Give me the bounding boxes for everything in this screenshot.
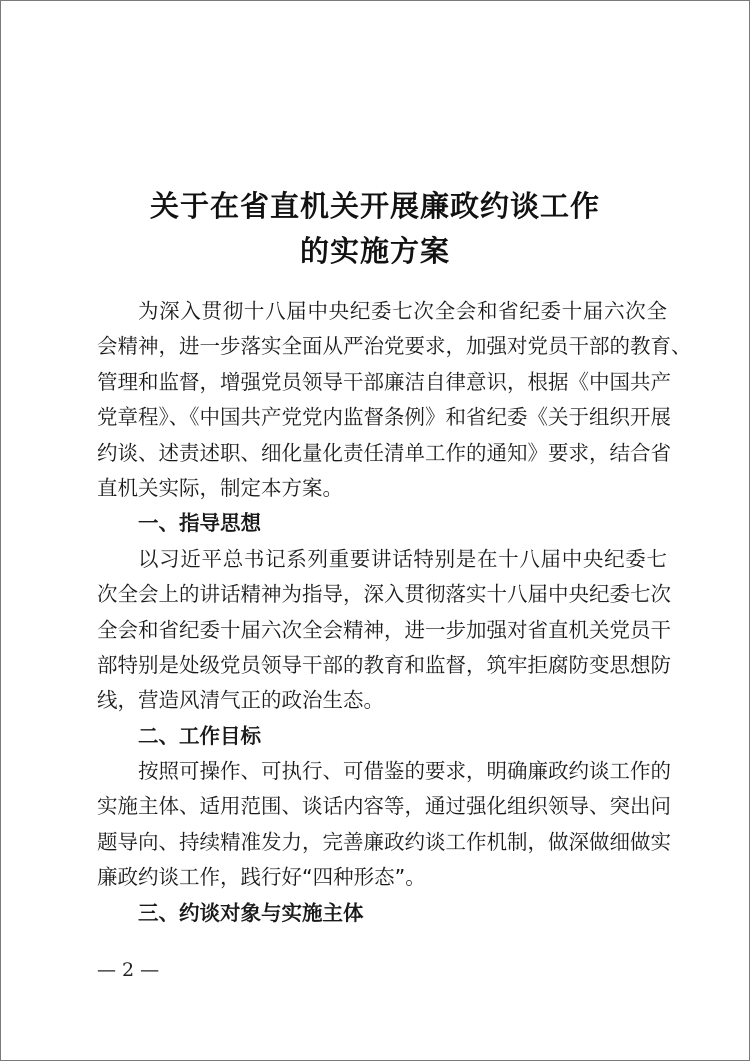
document-title-line-2: 的实施方案 bbox=[299, 234, 450, 268]
section-heading-work-goals: 二、工作目标 bbox=[138, 723, 261, 748]
intro-line: 直机关实际，制定本方案。 bbox=[97, 475, 343, 500]
page-number: — 2 — bbox=[97, 959, 160, 981]
intro-line: 约谈、述责述职、细化量化责任清单工作的通知》要求，结合省 bbox=[97, 440, 671, 465]
section2-line: 实施主体、适用范围、谈话内容等，通过强化组织领导、突出问 bbox=[97, 794, 671, 819]
section1-line: 线，营造风清气正的政治生态。 bbox=[97, 688, 384, 713]
section2-line: 廉政约谈工作，践行好“四种形态”。 bbox=[97, 865, 426, 890]
section2-line: 题导向、持续精准发力，完善廉政约谈工作机制，做深做细做实 bbox=[97, 829, 671, 854]
section-heading-guiding-ideology: 一、指导思想 bbox=[138, 511, 261, 536]
document-title-line-1: 关于在省直机关开展廉政约谈工作 bbox=[149, 189, 600, 223]
section-heading-interview-targets: 三、约谈对象与实施主体 bbox=[138, 900, 364, 925]
intro-line: 管理和监督，增强党员领导干部廉洁自律意识，根据《中国共产 bbox=[97, 369, 671, 394]
section1-line: 以习近平总书记系列重要讲话特别是在十八届中央纪委七 bbox=[138, 546, 667, 571]
document-body bbox=[97, 294, 692, 931]
intro-line: 会精神，进一步落实全面从严治党要求，加强对党员干部的教育、 bbox=[97, 334, 692, 359]
section1-line: 次全会上的讲话精神为指导，深入贯彻落实十八届中央纪委七次 bbox=[97, 582, 671, 607]
intro-line: 为深入贯彻十八届中央纪委七次全会和省纪委十届六次全 bbox=[138, 299, 667, 323]
section1-line: 部特别是处级党员领导干部的教育和监督，筑牢拒腐防变思想防 bbox=[97, 652, 671, 677]
section1-line: 全会和省纪委十届六次全会精神，进一步加强对省直机关党员干 bbox=[97, 617, 671, 642]
intro-line: 党章程》、《中国共产党党内监督条例》和省纪委《关于组织开展 bbox=[97, 405, 671, 430]
section2-line: 按照可操作、可执行、可借鉴的要求，明确廉政约谈工作的 bbox=[138, 759, 671, 784]
